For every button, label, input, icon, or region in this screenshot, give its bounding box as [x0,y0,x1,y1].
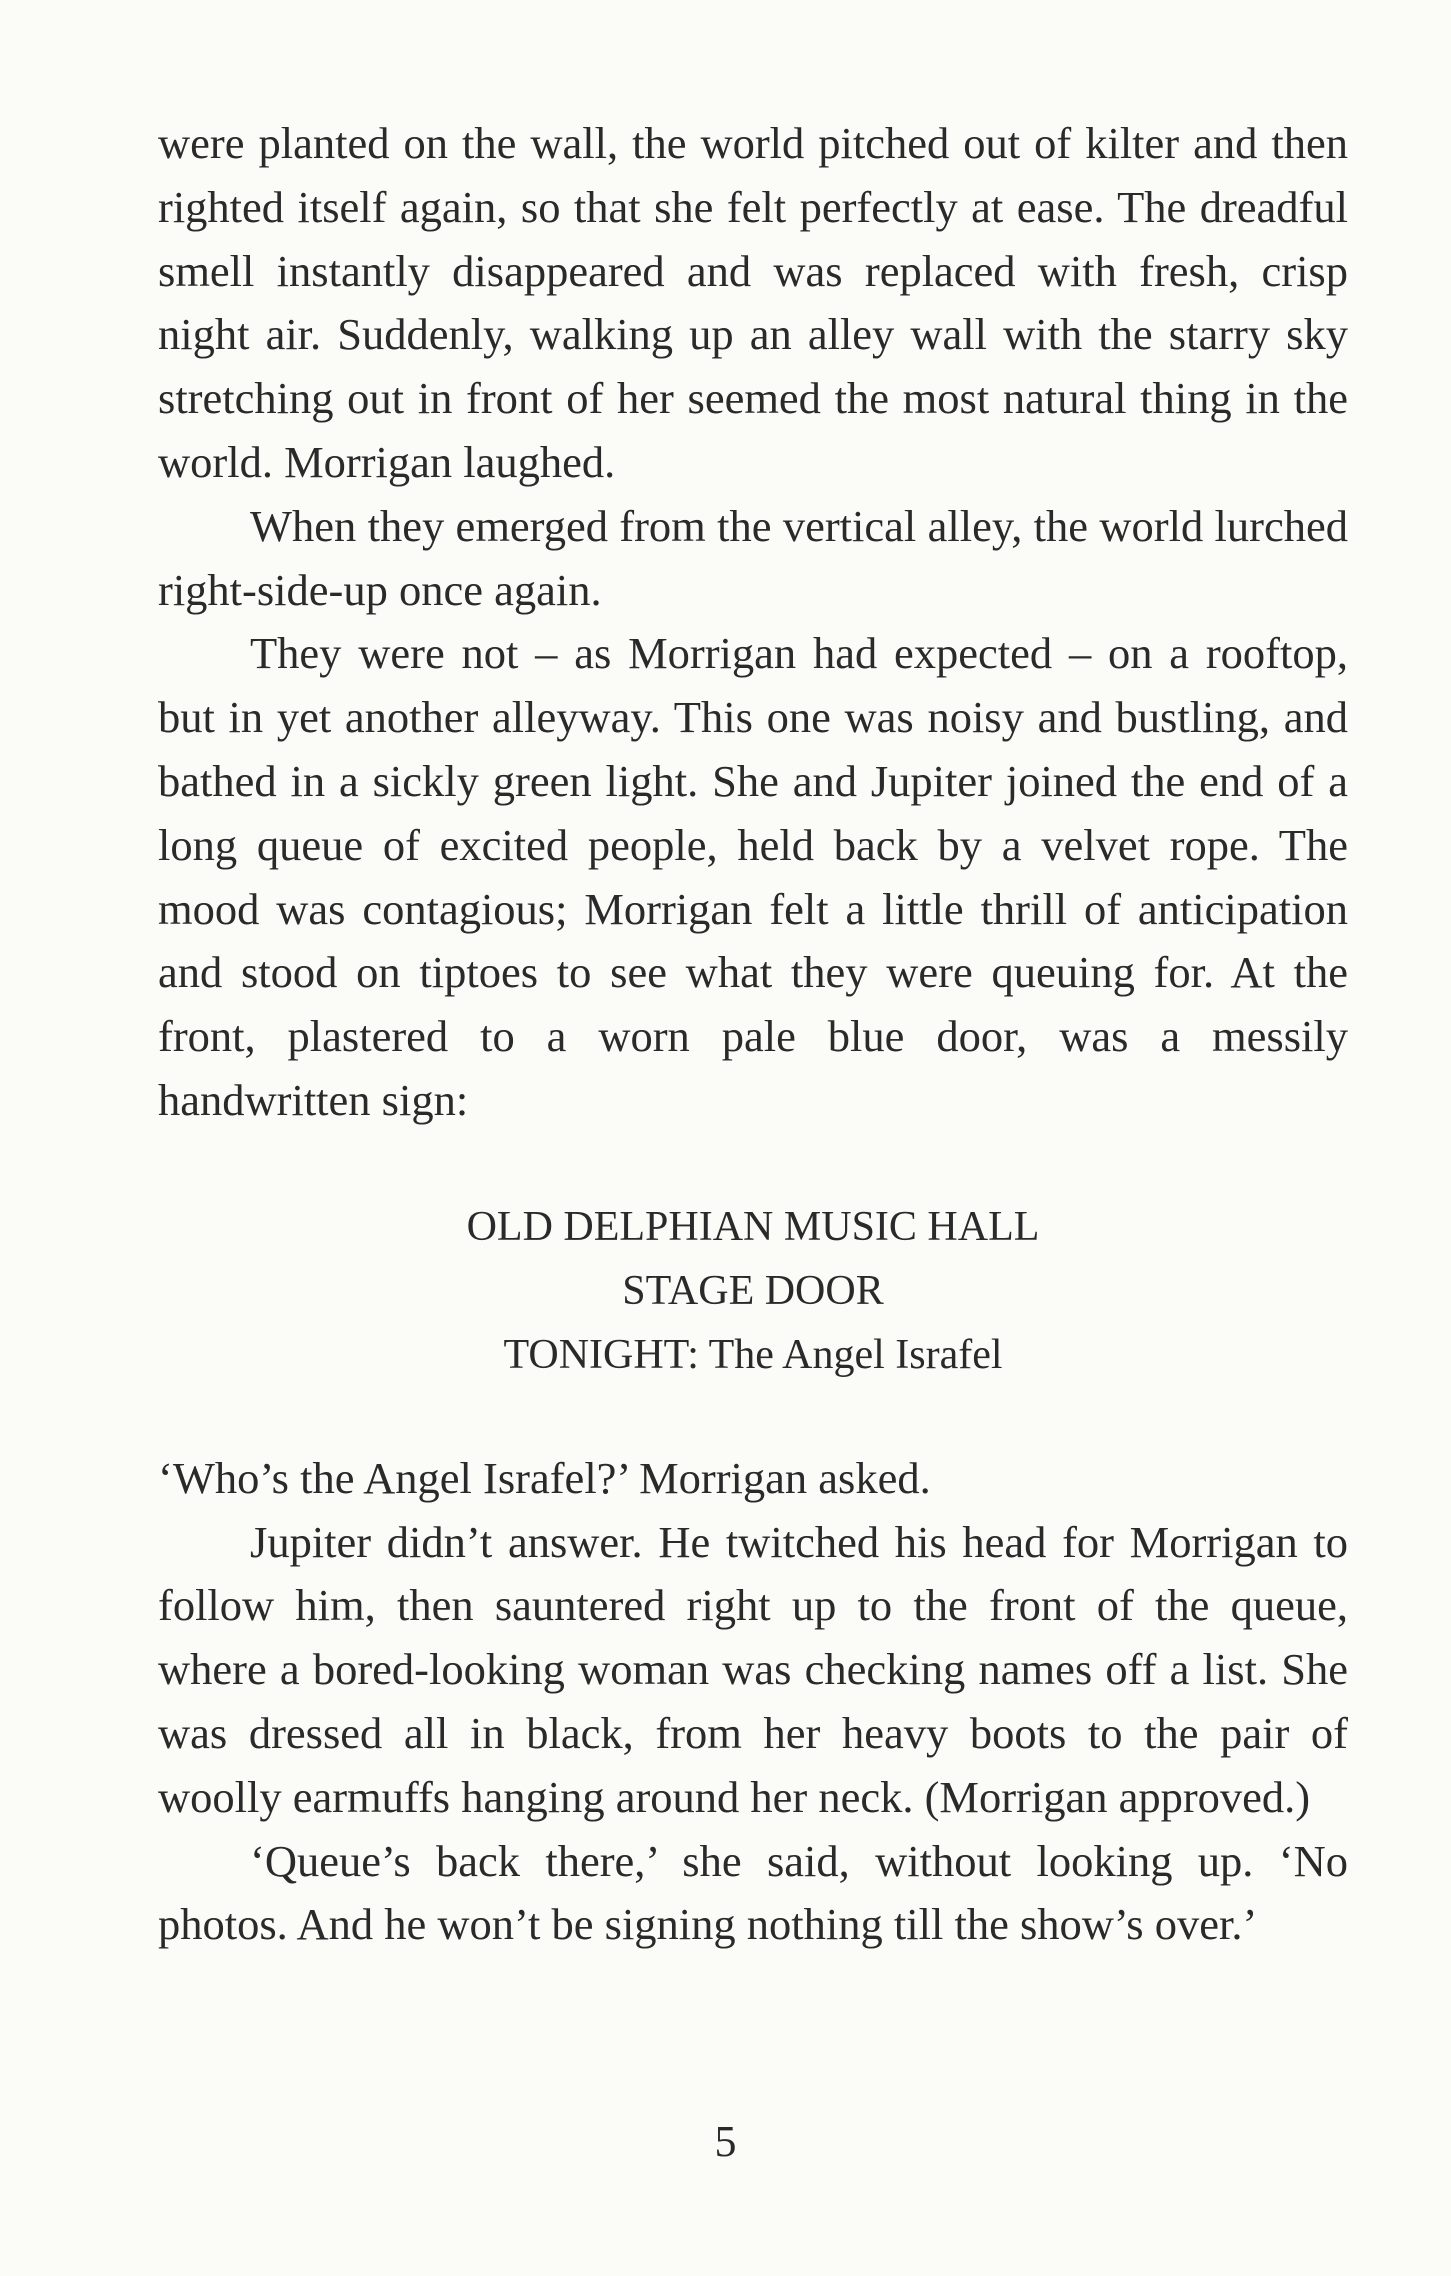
sign-line-tonight: TONIGHT: The Angel Israfel [503,1331,1003,1378]
paragraph-2: When they emerged from the vertical alley, the world lurched right-side-up once again. [158,500,1348,615]
paragraph-6: ‘Queue’s back there,’ she said, without looking up. ‘No photos. And he won’t be signing nothing till the show’s over.’ [158,1835,1348,1950]
paragraph-3: They were not – as Morrigan had expected – on a rooftop, but in yet another alleyway. This one was noisy and bustling, and bathed in a sickly green light. She and Jupiter joined the end of a long queue of excited people, held back by a velvet rope. The mood was contagious; Morrigan felt a little thrill of anticipation and stood on tiptoes to see what they were queuing for. At the front, plastered to a worn pale blue door, was a messily handwritten sign: [158,628,1348,1125]
paragraph-1: were planted on the wall, the world pitched out of kilter and then righted itself again, so that she felt perfectly at ease. The dreadful smell instantly disappeared and was replaced with fresh, crisp night air. Suddenly, walking up an alley wall with the starry sky stretching out in front of her seemed the most natural thing in the world. Morrigan laughed. [158,118,1348,487]
paragraph-5: Jupiter didn’t answer. He twitched his head for Morrigan to follow him, then sauntered right up to the front of the queue, where a bored-looking woman was checking names off a list. She was dressed all in black, from her heavy boots to the pair of woolly earmuffs hanging around her neck. (Morrigan approved.) [158,1516,1348,1822]
sign-line-title: OLD DELPHIAN MUSIC HALL [466,1203,1040,1250]
page-number: 5 [714,2117,737,2166]
paragraph-4: ‘Who’s the Angel Israfel?’ Morrigan asked. [158,1452,931,1503]
book-page-text [158,112,1348,1957]
sign-line-door: STAGE DOOR [622,1267,884,1314]
handwritten-sign [158,1195,1348,1387]
